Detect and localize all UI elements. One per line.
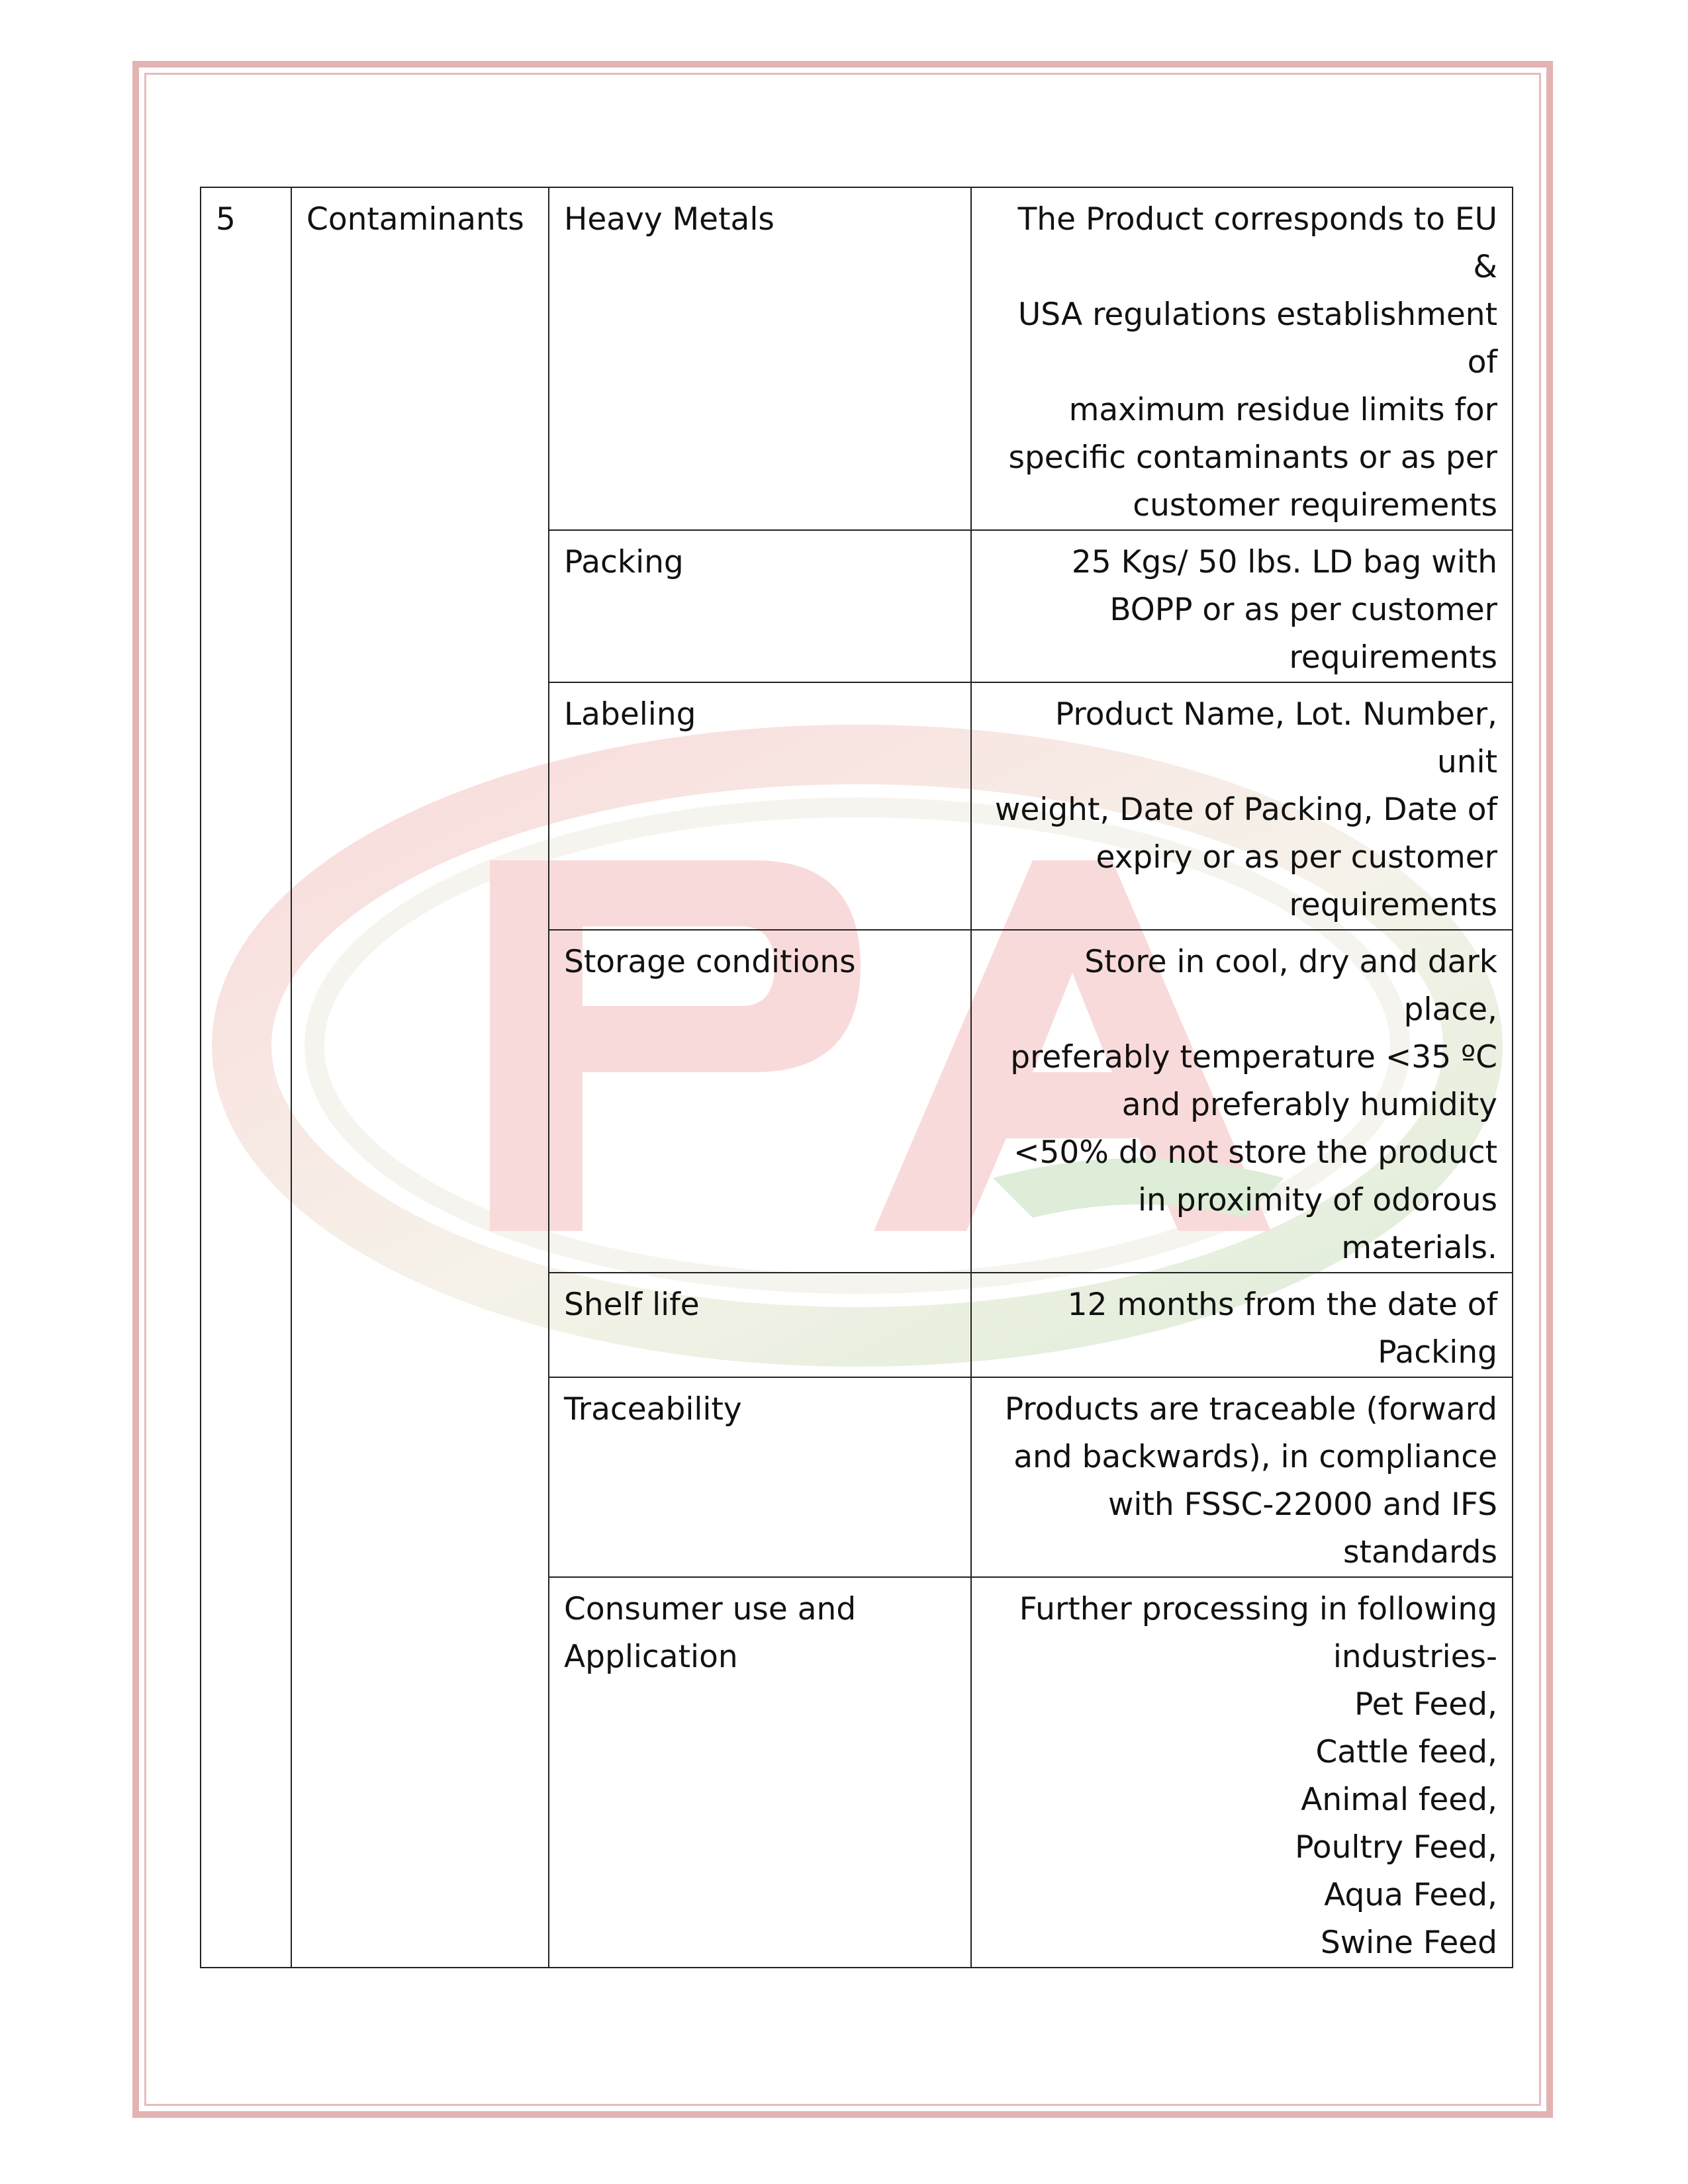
parameter-cell: Storage conditions bbox=[549, 930, 971, 1273]
parameter-cell: Packing bbox=[549, 530, 971, 682]
value-cell: The Product corresponds to EU & USA regulations establishment of maximum residue limits for specific contaminants or as per customer requirements bbox=[971, 187, 1513, 530]
value-cell: 12 months from the date of Packing bbox=[971, 1273, 1513, 1377]
table-row bbox=[201, 187, 1513, 530]
specification-table bbox=[200, 187, 1513, 1968]
section-number: 5 bbox=[201, 187, 291, 1968]
value-cell: Further processing in following industries- Pet Feed, Cattle feed, Animal feed, Poultry Feed, Aqua Feed, Swine Feed bbox=[971, 1577, 1513, 1968]
value-cell: Products are traceable (forward and backwards), in compliance with FSSC-22000 and IFS standards bbox=[971, 1377, 1513, 1577]
value-cell: Product Name, Lot. Number, unit weight, Date of Packing, Date of expiry or as per customer requirements bbox=[971, 682, 1513, 930]
parameter-cell: Consumer use and Application bbox=[549, 1577, 971, 1968]
value-cell: 25 Kgs/ 50 lbs. LD bag with BOPP or as per customer requirements bbox=[971, 530, 1513, 682]
parameter-cell: Labeling bbox=[549, 682, 971, 930]
parameter-cell: Heavy Metals bbox=[549, 187, 971, 530]
section-category: Contaminants bbox=[291, 187, 549, 1968]
parameter-cell: Traceability bbox=[549, 1377, 971, 1577]
parameter-cell: Shelf life bbox=[549, 1273, 971, 1377]
value-cell: Store in cool, dry and dark place, preferably temperature <35 ºC and preferably humidity <50% do not store the product in proximity of odorous materials. bbox=[971, 930, 1513, 1273]
